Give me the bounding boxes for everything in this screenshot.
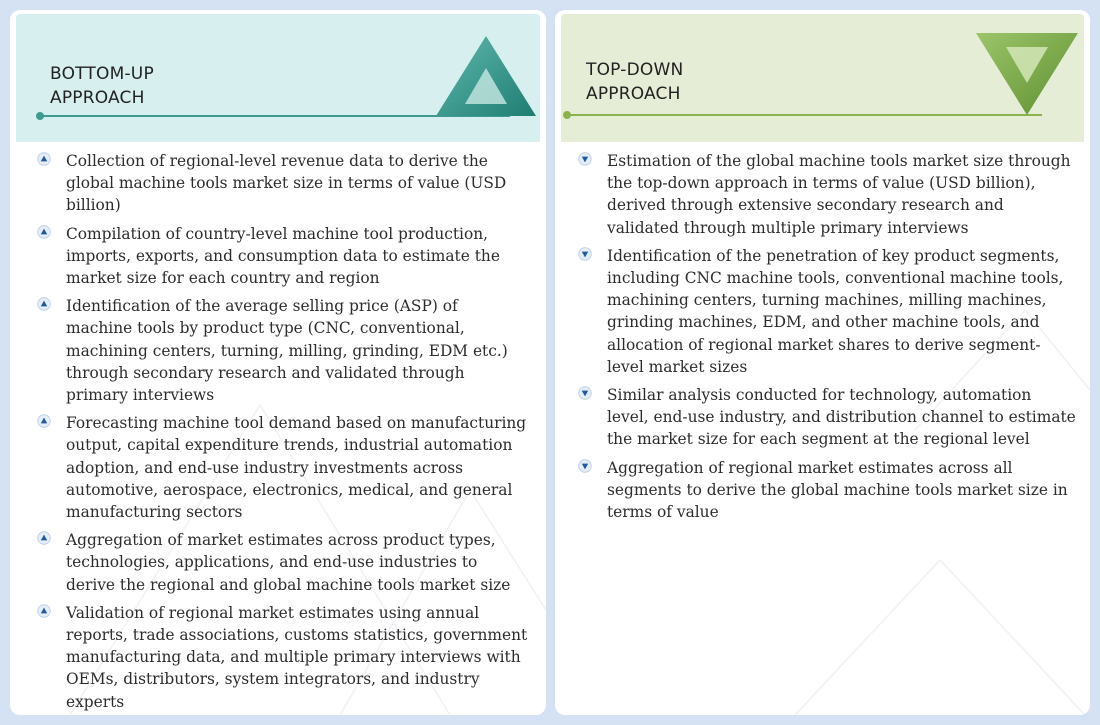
list-item-text: Estimation of the global machine tools market size through the top-down approach in terms of value (USD billion), derived through extensive secondary research and validated through multiple primary interviews xyxy=(607,152,1071,237)
bottom-up-title-line1: BOTTOM-UP xyxy=(50,64,154,84)
up-bullet-icon xyxy=(37,225,51,239)
down-bullet-icon xyxy=(578,247,592,261)
list-item xyxy=(36,529,528,596)
up-bullet-icon xyxy=(37,414,51,428)
divider-dot xyxy=(36,112,44,120)
bottom-up-list xyxy=(36,150,528,715)
divider-dot xyxy=(563,111,571,119)
up-triangle-icon xyxy=(434,34,538,118)
list-item-text: Identification of the average selling price (ASP) of machine tools by product type (CNC, conventional, machining centers, turning, milling, grinding, EDM etc.) through secondary research and validated through primary interviews xyxy=(66,297,508,405)
list-item xyxy=(577,457,1076,524)
top-down-header xyxy=(561,14,1084,142)
list-item-text: Similar analysis conducted for technology, automation level, end-use industry, and distribution channel to estimate the market size for each segment at the regional level xyxy=(607,386,1076,449)
list-item-text: Validation of regional market estimates using annual reports, trade associations, customs statistics, government manufacturing data, and multiple primary interviews with OEMs, distributors, system integrators, and industry experts xyxy=(66,603,528,711)
list-item xyxy=(36,295,528,406)
list-item xyxy=(36,412,528,523)
top-down-panel xyxy=(555,10,1090,715)
bottom-up-header xyxy=(16,14,540,142)
down-bullet-icon xyxy=(578,152,592,166)
down-bullet-icon xyxy=(578,386,592,400)
list-item-text: Aggregation of market estimates across product types, technologies, applications, and end-use industries to derive the regional and global machine tools market size xyxy=(66,531,511,594)
list-item-text: Collection of regional-level revenue data to derive the global machine tools market size in terms of value (USD billion) xyxy=(66,152,507,215)
list-item xyxy=(577,150,1076,239)
list-item xyxy=(577,245,1076,378)
top-down-list xyxy=(577,150,1076,529)
list-item xyxy=(36,150,528,217)
list-item xyxy=(577,384,1076,451)
up-bullet-icon xyxy=(37,297,51,311)
bottom-up-title-line2: APPROACH xyxy=(50,88,145,108)
top-down-title-line1: TOP-DOWN xyxy=(586,60,684,80)
list-item-text: Compilation of country-level machine tool production, imports, exports, and consumption data to estimate the market size for each country and region xyxy=(66,224,500,288)
top-down-title-line2: APPROACH xyxy=(586,84,681,104)
up-bullet-icon xyxy=(37,604,51,618)
up-bullet-icon xyxy=(37,531,51,545)
list-item xyxy=(36,602,528,713)
down-bullet-icon xyxy=(578,459,592,473)
top-down-title xyxy=(586,58,806,106)
list-item-text: Forecasting machine tool demand based on manufacturing output, capital expenditure trends, industrial automation adoption, and end-use industry investments across automotive, aerospace, electronics, medical, and general manufacturing sectors xyxy=(66,414,527,522)
bottom-up-panel xyxy=(10,10,546,715)
list-item-text: Aggregation of regional market estimates across all segments to derive the global machine tools market size in terms of value xyxy=(607,458,1068,522)
list-item xyxy=(36,223,528,290)
bottom-up-title xyxy=(50,62,270,110)
up-bullet-icon xyxy=(37,152,51,166)
down-triangle-icon xyxy=(974,31,1080,117)
list-item-text: Identification of the penetration of key product segments, including CNC machine tools, conventional machine tools, machining centers, turning machines, milling machines, grinding machines, EDM, and other machine tools, and allocation of regional market shares to derive segment-level market sizes xyxy=(607,246,1064,376)
top-down-divider xyxy=(567,114,1042,116)
